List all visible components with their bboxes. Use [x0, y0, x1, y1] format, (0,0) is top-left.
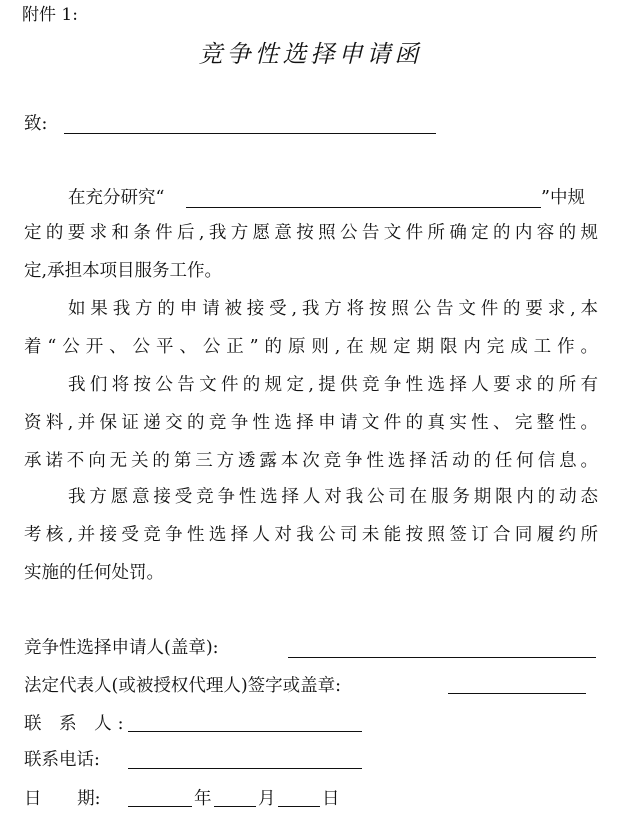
date-day-field[interactable] [278, 806, 320, 807]
project-name-field[interactable] [186, 207, 541, 208]
applicant-field[interactable] [288, 657, 596, 658]
contact-label: 联 系 人: [24, 714, 130, 734]
paragraph-2-line-2: 着“公开、公平、公正”的原则,在规定期限内完成工作。 [24, 337, 598, 357]
legal-rep-field[interactable] [448, 693, 586, 694]
phone-label: 联系电话: [24, 750, 100, 770]
phone-field[interactable] [128, 768, 362, 769]
date-year-field[interactable] [128, 806, 192, 807]
attachment-label: 附件 1: [22, 5, 78, 25]
paragraph-1-prefix: 在充分研究“ [68, 188, 165, 208]
paragraph-1-line-2: 定的要求和条件后,我方愿意按照公告文件所确定的内容的规 [24, 223, 598, 243]
addressee-field[interactable] [64, 133, 436, 134]
contact-field[interactable] [128, 731, 362, 732]
day-label: 日 [322, 789, 340, 809]
paragraph-1-line-3: 定,承担本项目服务工作。 [24, 261, 223, 281]
paragraph-4-line-3: 实施的任何处罚。 [24, 563, 164, 583]
addressee-label: 致: [24, 114, 48, 134]
paragraph-4-line-1: 我方愿意接受竞争性选择人对我公司在服务期限内的动态 [68, 487, 598, 507]
paragraph-3-line-2: 资料,并保证递交的竞争性选择申请文件的真实性、完整性。 [24, 413, 598, 433]
legal-rep-label: 法定代表人(或被授权代理人)签字或盖章: [24, 676, 342, 696]
document-title: 竞争性选择申请函 [198, 40, 423, 68]
paragraph-2-line-1: 如果我方的申请被接受,我方将按照公告文件的要求,本 [68, 299, 598, 319]
paragraph-1-suffix: ”中规 [541, 188, 585, 208]
month-label: 月 [258, 789, 276, 809]
date-month-field[interactable] [214, 806, 256, 807]
paragraph-4-line-2: 考核,并接受竞争性选择人对我公司未能按照签订合同履约所 [24, 525, 598, 545]
paragraph-3-line-3: 承诺不向无关的第三方透露本次竞争性选择活动的任何信息。 [24, 451, 598, 471]
applicant-label: 竞争性选择申请人(盖章): [24, 638, 219, 658]
paragraph-3-line-1: 我们将按公告文件的规定,提供竞争性选择人要求的所有 [68, 375, 598, 395]
year-label: 年 [194, 789, 212, 809]
date-label: 日 期: [24, 789, 101, 809]
